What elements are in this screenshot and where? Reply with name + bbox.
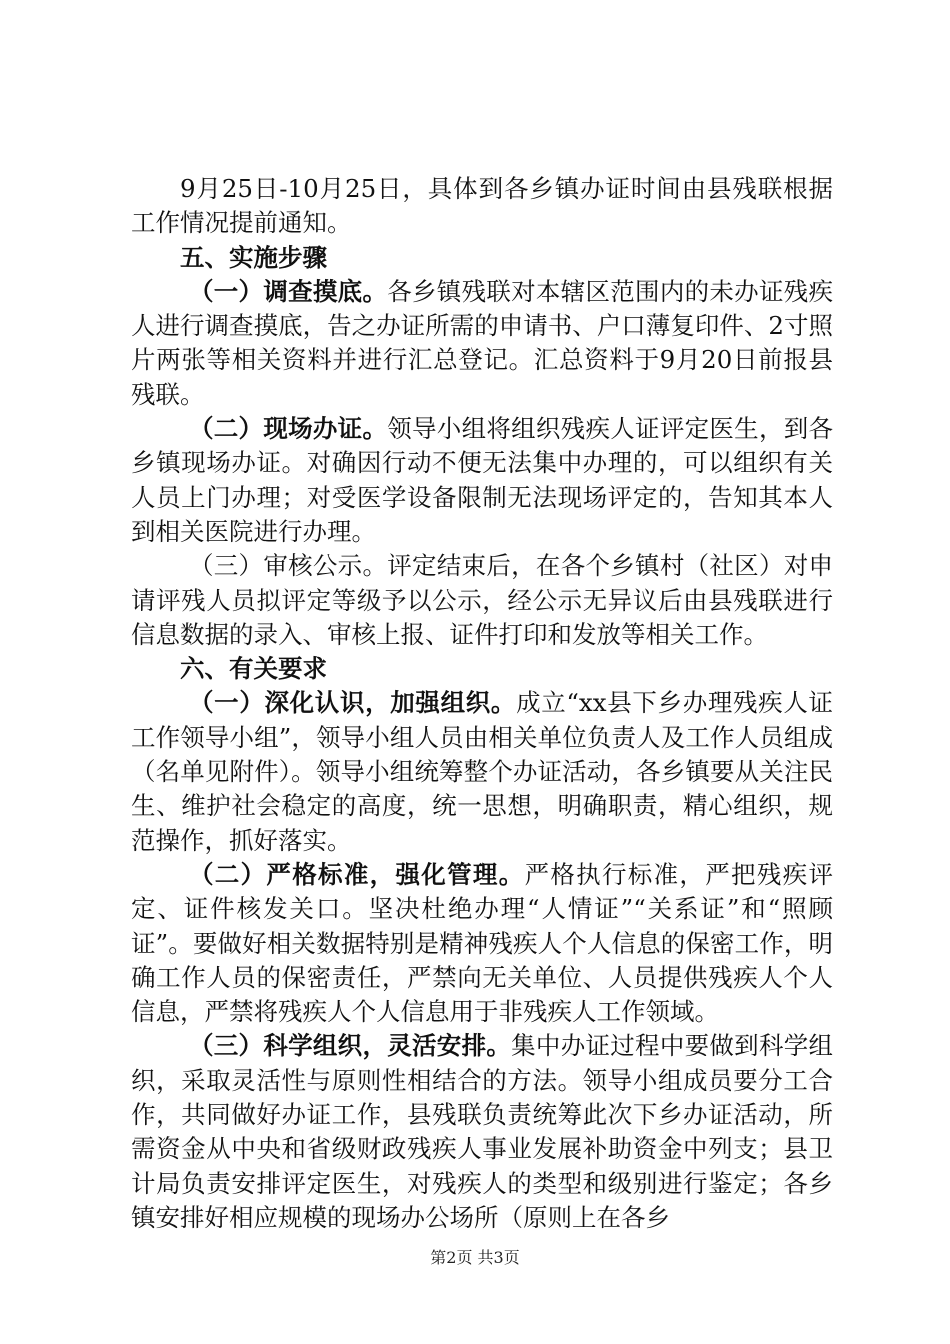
paragraph-text: 各乡镇残联对本辖区范围内的未办证残疾人进行调查摸底，告之办证所需的申请书、户口薄复印件、2寸照片两张等相关资料并进行汇总登记。汇总资料于9月20日前报县残联。: [131, 276, 834, 409]
section-heading: 五、实施步骤: [180, 242, 327, 272]
paragraph-arrangement: [131, 1029, 833, 1235]
paragraph-survey: [131, 275, 833, 412]
paragraph-review: [131, 549, 833, 652]
section-heading-steps: [131, 241, 833, 275]
page-footer: [0, 1245, 950, 1268]
paragraph-text: 领导小组将组织残疾人证评定医生，到各乡镇现场办证。对确因行动不便无法集中办理的，可以组织有关人员上门办理；对受医学设备限制无法现场评定的，告知其本人到相关医院进行办理。: [131, 414, 834, 546]
paragraph-standards: [131, 858, 833, 1029]
paragraph-text: 成立“xx县下乡办理残疾人证工作领导小组”，领导小组人员由相关单位负责人及工作人员组成（名单见附件）。领导小组统筹整个办证活动，各乡镇要从关注民生、维护社会稳定的高度，统一思想，明确职责，精心组织，规范操作，抓好落实。: [131, 688, 833, 855]
paragraph-onsite: [131, 412, 833, 549]
paragraph-text: 9月25日-10月25日，具体到各乡镇办证时间由县残联根据工作情况提前通知。: [131, 174, 833, 238]
paragraph-dates: [131, 172, 833, 241]
paragraph-heading: （一）深化认识，加强组织。: [189, 688, 517, 718]
section-heading-requirements: [131, 652, 833, 686]
page-number: 第2页 共3页: [430, 1248, 520, 1267]
paragraph-text: 严格执行标准，严把残疾评定、证件核发关口。坚决杜绝办理“人情证”“关系证”和“照顾证”。要做好相关数据特别是精神残疾人个人信息的保密工作，明确工作人员的保密责任，严禁向无关单位、人员提供残疾人个人信息，严禁将残疾人个人信息用于非残疾人工作领域。: [131, 859, 833, 1027]
document-body: [131, 172, 833, 1235]
paragraph-heading: （二）现场办证。: [189, 414, 388, 444]
paragraph-heading: （三）科学组织，灵活安排。: [189, 1031, 512, 1061]
paragraph-heading: （一）调查摸底。: [189, 276, 388, 306]
paragraph-text: （三）审核公示。评定结束后，在各个乡镇村（社区）对申请评残人员拟评定等级予以公示，经公示无异议后由县残联进行信息数据的录入、审核上报、证件打印和发放等相关工作。: [131, 551, 833, 649]
paragraph-heading: （二）严格标准，强化管理。: [189, 859, 525, 889]
section-heading: 六、有关要求: [180, 654, 327, 684]
paragraph-text: 集中办证过程中要做到科学组织，采取灵活性与原则性相结合的方法。领导小组成员要分工合作，共同做好办证工作，县残联负责统筹此次下乡办证活动，所需资金从中央和省级财政残疾人事业发展补助资金中列支；县卫计局负责安排评定医生，对残疾人的类型和级别进行鉴定；各乡镇安排好相应规模的现场办公场所（原则上在各乡: [131, 1031, 833, 1232]
paragraph-organize: [131, 686, 833, 857]
